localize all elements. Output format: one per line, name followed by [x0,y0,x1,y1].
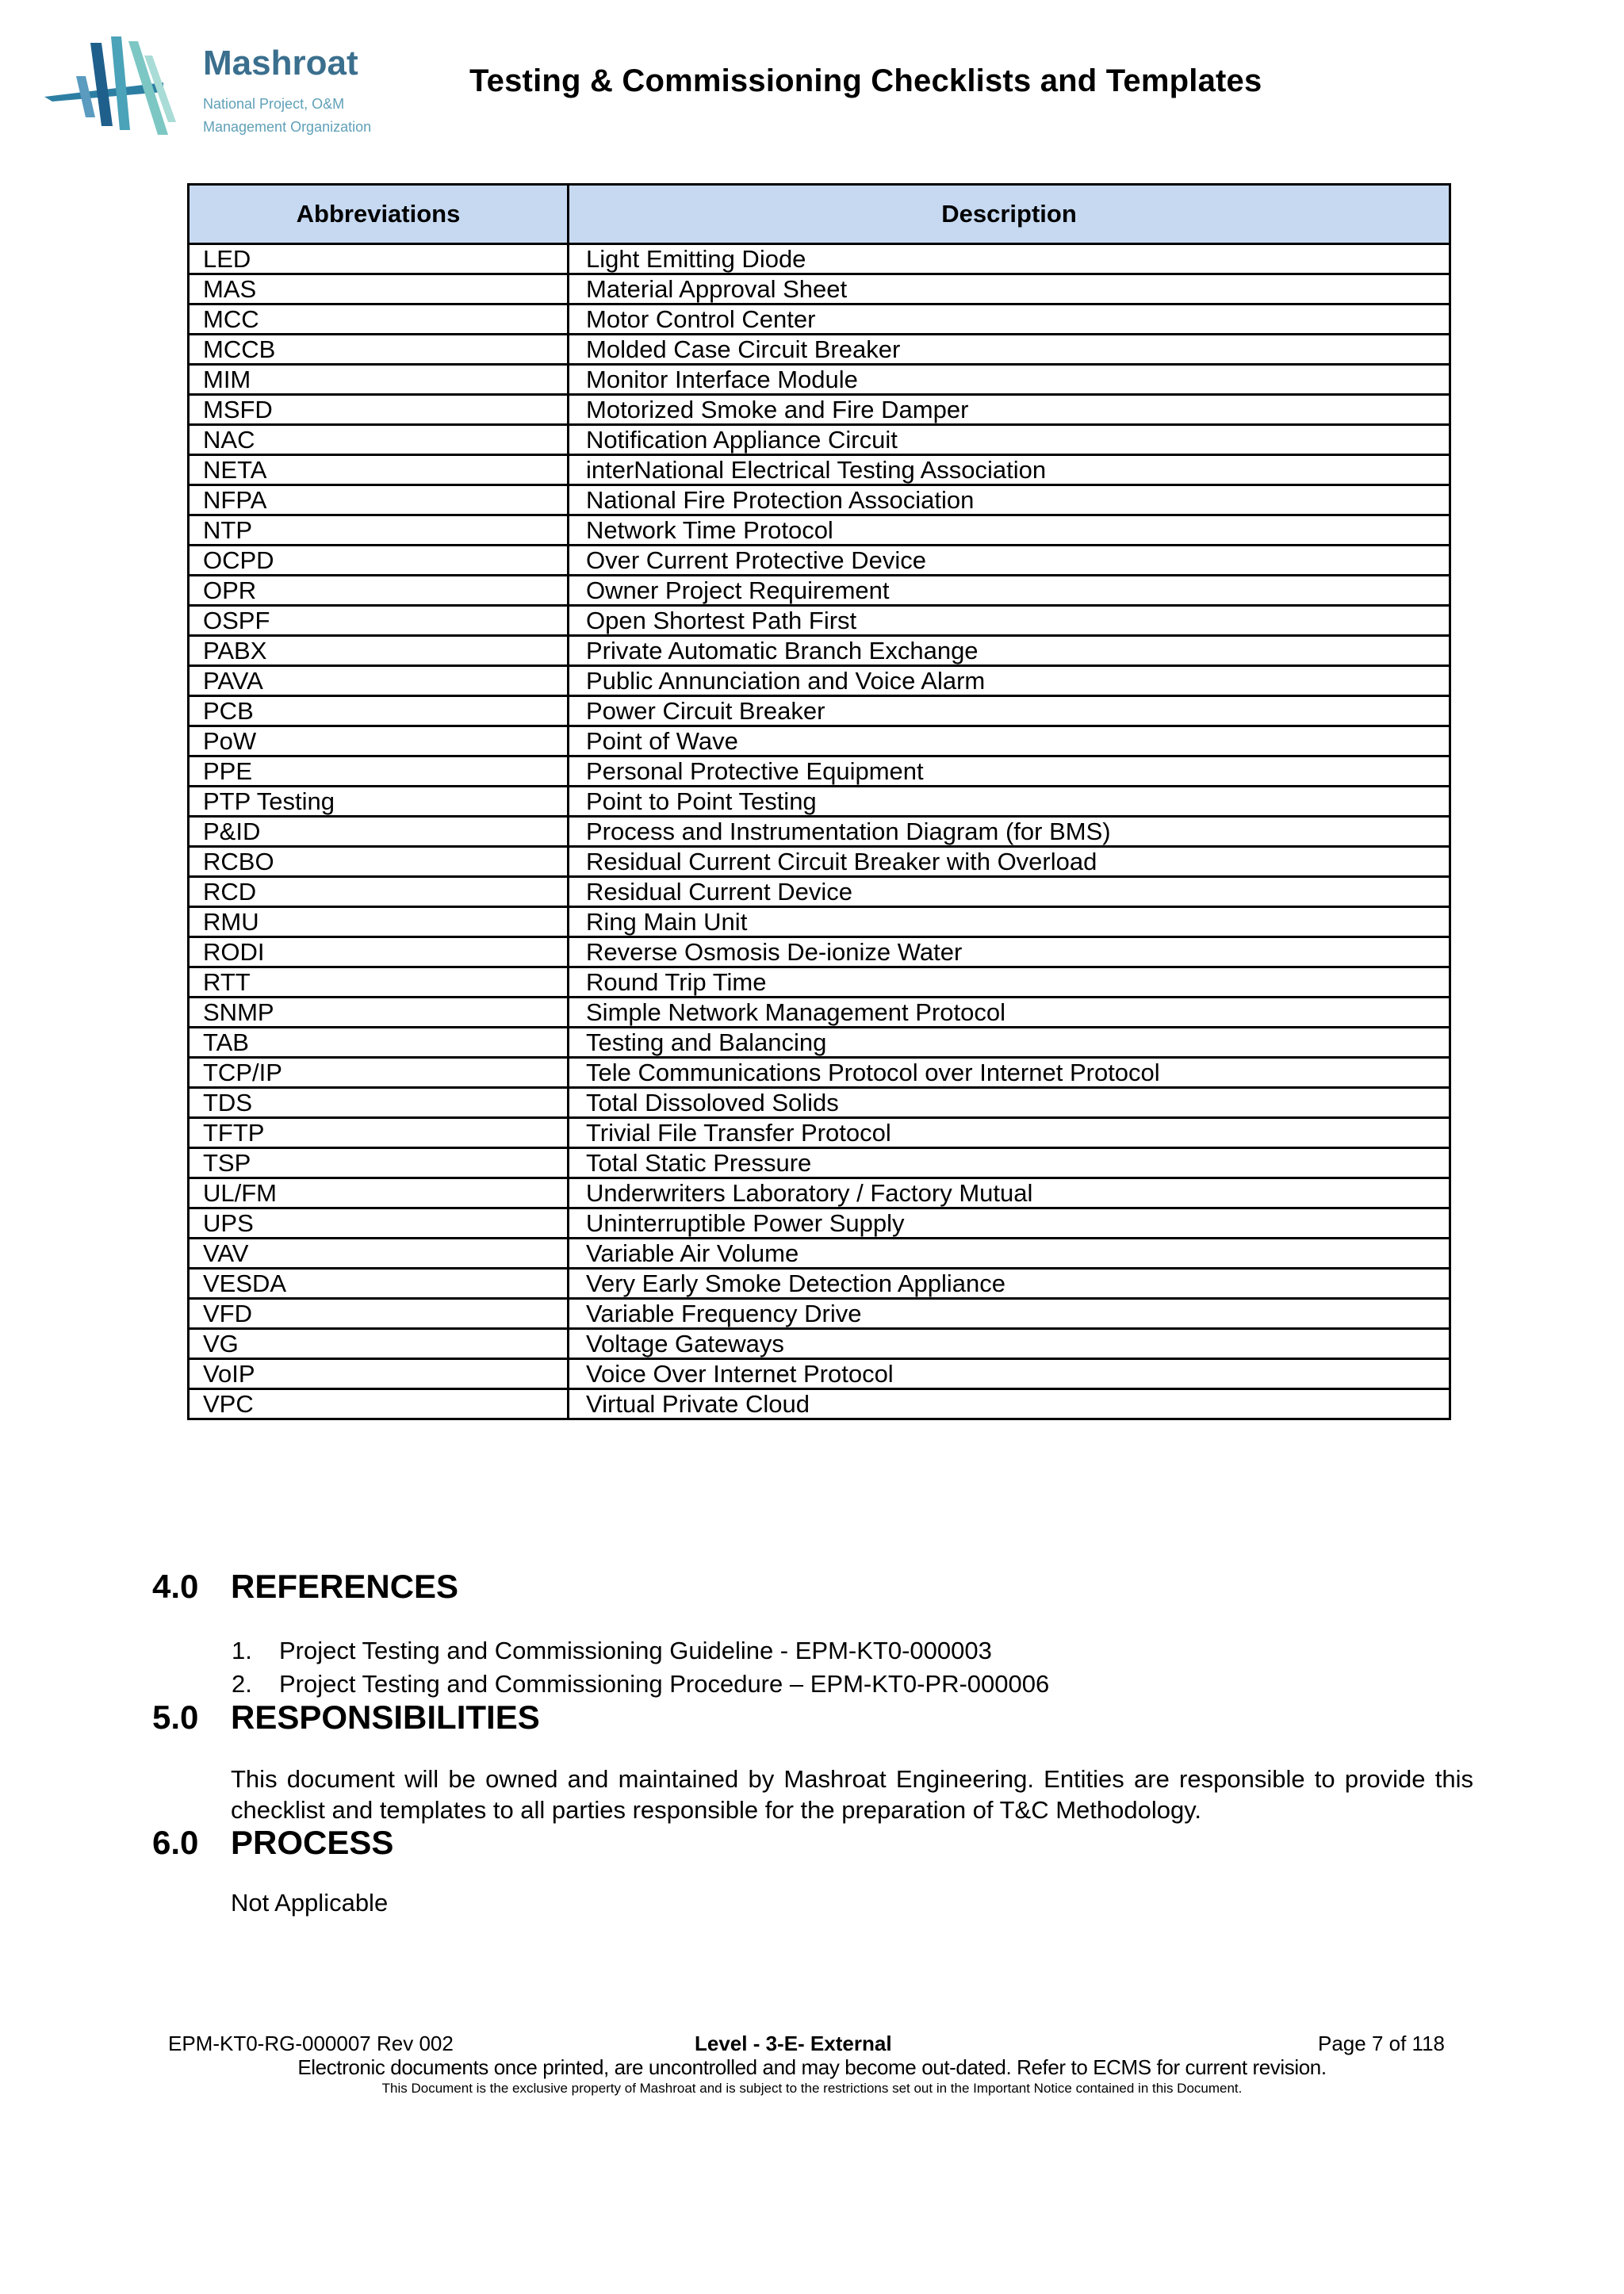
process-paragraph: Not Applicable [231,1889,389,1917]
table-row [189,877,1450,907]
footer-property-notice: This Document is the exclusive property of Mashroat and is subject to the restrictions set out in the Important Notice contained in this Document. [381,2081,1243,2096]
abbreviation-cell: RCBO [189,847,569,877]
table-row [189,726,1450,756]
abbreviation-cell: UPS [189,1208,569,1239]
abbreviation-cell: MIM [189,365,569,395]
section-title: REFERENCES [231,1568,459,1605]
description-cell: Over Current Protective Device [569,546,1450,576]
abbreviation-cell: RCD [189,877,569,907]
description-cell: Molded Case Circuit Breaker [569,335,1450,365]
abbreviation-cell: PPE [189,756,569,787]
abbreviation-cell: TDS [189,1088,569,1118]
table-row [189,304,1450,335]
description-cell: Owner Project Requirement [569,576,1450,606]
description-cell: Uninterruptible Power Supply [569,1208,1450,1239]
abbreviation-cell: RMU [189,907,569,937]
description-cell: Point of Wave [569,726,1450,756]
section-number: 6.0 [152,1824,199,1861]
abbreviation-cell: TCP/IP [189,1058,569,1088]
abbreviation-cell: OPR [189,576,569,606]
description-cell: Total Dissoloved Solids [569,1088,1450,1118]
table-row [189,1028,1450,1058]
description-cell: Private Automatic Branch Exchange [569,636,1450,666]
description-cell: National Fire Protection Association [569,485,1450,515]
description-cell: Process and Instrumentation Diagram (for BMS) [569,817,1450,847]
svg-text:National Project, O&M: National Project, O&M [203,96,345,112]
description-cell: Voice Over Internet Protocol [569,1359,1450,1389]
list-item-number: 2. [232,1670,252,1698]
table-row [189,576,1450,606]
footer-classification-level: Level - 3-E- External [695,2032,892,2055]
description-cell: Monitor Interface Module [569,365,1450,395]
description-cell: Trivial File Transfer Protocol [569,1118,1450,1148]
table-row [189,1269,1450,1299]
description-cell: Ring Main Unit [569,907,1450,937]
table-row [189,1178,1450,1208]
table-row [189,606,1450,636]
abbreviations-table-body [189,244,1450,1419]
table-row [189,244,1450,274]
references-list [232,1634,1049,1701]
table-row [189,696,1450,726]
description-cell: Total Static Pressure [569,1148,1450,1178]
table-row [189,1208,1450,1239]
table-header-row [189,185,1450,244]
abbreviation-cell: TFTP [189,1118,569,1148]
table-row [189,1299,1450,1329]
table-row [189,998,1450,1028]
description-cell: Material Approval Sheet [569,274,1450,304]
description-cell: Virtual Private Cloud [569,1389,1450,1419]
abbreviation-cell: OCPD [189,546,569,576]
table-row [189,937,1450,967]
table-row [189,847,1450,877]
description-cell: Variable Air Volume [569,1239,1450,1269]
table-row [189,1088,1450,1118]
footer-document-reference: EPM-KT0-RG-000007 Rev 002 [168,2032,454,2055]
table-row [189,756,1450,787]
abbreviations-table [187,183,1451,1420]
table-row [189,485,1450,515]
table-row [189,1239,1450,1269]
section-number: 5.0 [152,1698,199,1736]
abbreviation-cell: TAB [189,1028,569,1058]
description-cell: Variable Frequency Drive [569,1299,1450,1329]
table-row [189,335,1450,365]
column-header-description: Description [569,185,1450,244]
description-cell: Voltage Gateways [569,1329,1450,1359]
abbreviation-cell: PABX [189,636,569,666]
description-cell: Residual Current Circuit Breaker with Overload [569,847,1450,877]
table-row [189,274,1450,304]
abbreviation-cell: NAC [189,425,569,455]
abbreviation-cell: TSP [189,1148,569,1178]
description-cell: Motorized Smoke and Fire Damper [569,395,1450,425]
description-cell: Tele Communications Protocol over Internet Protocol [569,1058,1450,1088]
description-cell: Testing and Balancing [569,1028,1450,1058]
list-item-number: 1. [232,1637,252,1664]
abbreviation-cell: NTP [189,515,569,546]
table-row [189,1148,1450,1178]
table-row [189,425,1450,455]
description-cell: Light Emitting Diode [569,244,1450,274]
abbreviation-cell: PTP Testing [189,787,569,817]
table-row [189,1329,1450,1359]
table-row [189,1389,1450,1419]
abbreviation-cell: MAS [189,274,569,304]
list-item-text: Project Testing and Commissioning Procedure – EPM-KT0-PR-000006 [279,1670,1050,1698]
table-row [189,546,1450,576]
abbreviation-cell: RTT [189,967,569,998]
table-row [189,1058,1450,1088]
abbreviation-cell: PAVA [189,666,569,696]
description-cell: Point to Point Testing [569,787,1450,817]
table-row [189,636,1450,666]
svg-text:Management Organization: Management Organization [203,119,372,135]
section-heading-responsibilities [152,1698,540,1737]
abbreviation-cell: VPC [189,1389,569,1419]
abbreviation-cell: PCB [189,696,569,726]
list-item [232,1668,1049,1701]
description-cell: Personal Protective Equipment [569,756,1450,787]
table-row [189,395,1450,425]
table-row [189,515,1450,546]
description-cell: Notification Appliance Circuit [569,425,1450,455]
section-number: 4.0 [152,1568,199,1605]
description-cell: Motor Control Center [569,304,1450,335]
abbreviation-cell: VoIP [189,1359,569,1389]
section-title: PROCESS [231,1824,394,1861]
table-row [189,907,1450,937]
document-title: Testing & Commissioning Checklists and Templates [469,63,1262,98]
description-cell: Round Trip Time [569,967,1450,998]
table-row [189,967,1450,998]
description-cell: Power Circuit Breaker [569,696,1450,726]
section-heading-references [152,1568,458,1606]
description-cell: Network Time Protocol [569,515,1450,546]
footer-page-number: Page 7 of 118 [1318,2032,1445,2055]
responsibilities-paragraph: This document will be owned and maintained by Mashroat Engineering. Entities are responsible to provide this checklist and templates to all parties responsible for the preparation of T&C Methodology. [231,1765,1473,1824]
description-cell: Public Annunciation and Voice Alarm [569,666,1450,696]
table-row [189,365,1450,395]
abbreviation-cell: NETA [189,455,569,485]
section-title: RESPONSIBILITIES [231,1698,540,1736]
abbreviation-cell: VAV [189,1239,569,1269]
abbreviation-cell: OSPF [189,606,569,636]
description-cell: Very Early Smoke Detection Appliance [569,1269,1450,1299]
table-row [189,787,1450,817]
list-item-text: Project Testing and Commissioning Guideline - EPM-KT0-000003 [279,1637,992,1664]
abbreviation-cell: MCCB [189,335,569,365]
abbreviation-cell: UL/FM [189,1178,569,1208]
abbreviation-cell: VFD [189,1299,569,1329]
abbreviation-cell: PoW [189,726,569,756]
table-row [189,1359,1450,1389]
description-cell: Residual Current Device [569,877,1450,907]
abbreviation-cell: P&ID [189,817,569,847]
abbreviation-cell: LED [189,244,569,274]
abbreviation-cell: NFPA [189,485,569,515]
svg-text:Mashroat: Mashroat [203,44,358,82]
description-cell: Open Shortest Path First [569,606,1450,636]
description-cell: Simple Network Management Protocol [569,998,1450,1028]
description-cell: Underwriters Laboratory / Factory Mutual [569,1178,1450,1208]
abbreviation-cell: MCC [189,304,569,335]
abbreviation-cell: VG [189,1329,569,1359]
abbreviation-cell: VESDA [189,1269,569,1299]
footer-revision-notice: Electronic documents once printed, are uncontrolled and may become out-dated. Refer to ECMS for current revision. [297,2055,1327,2079]
abbreviation-cell: RODI [189,937,569,967]
mashroat-logo-mark [44,35,401,146]
table-row [189,455,1450,485]
mashroat-logo [44,35,401,146]
table-row [189,1118,1450,1148]
column-header-abbreviations: Abbreviations [189,185,569,244]
abbreviation-cell: MSFD [189,395,569,425]
description-cell: interNational Electrical Testing Association [569,455,1450,485]
table-row [189,817,1450,847]
table-row [189,666,1450,696]
list-item [232,1634,1049,1668]
section-heading-process [152,1824,393,1862]
abbreviation-cell: SNMP [189,998,569,1028]
description-cell: Reverse Osmosis De-ionize Water [569,937,1450,967]
